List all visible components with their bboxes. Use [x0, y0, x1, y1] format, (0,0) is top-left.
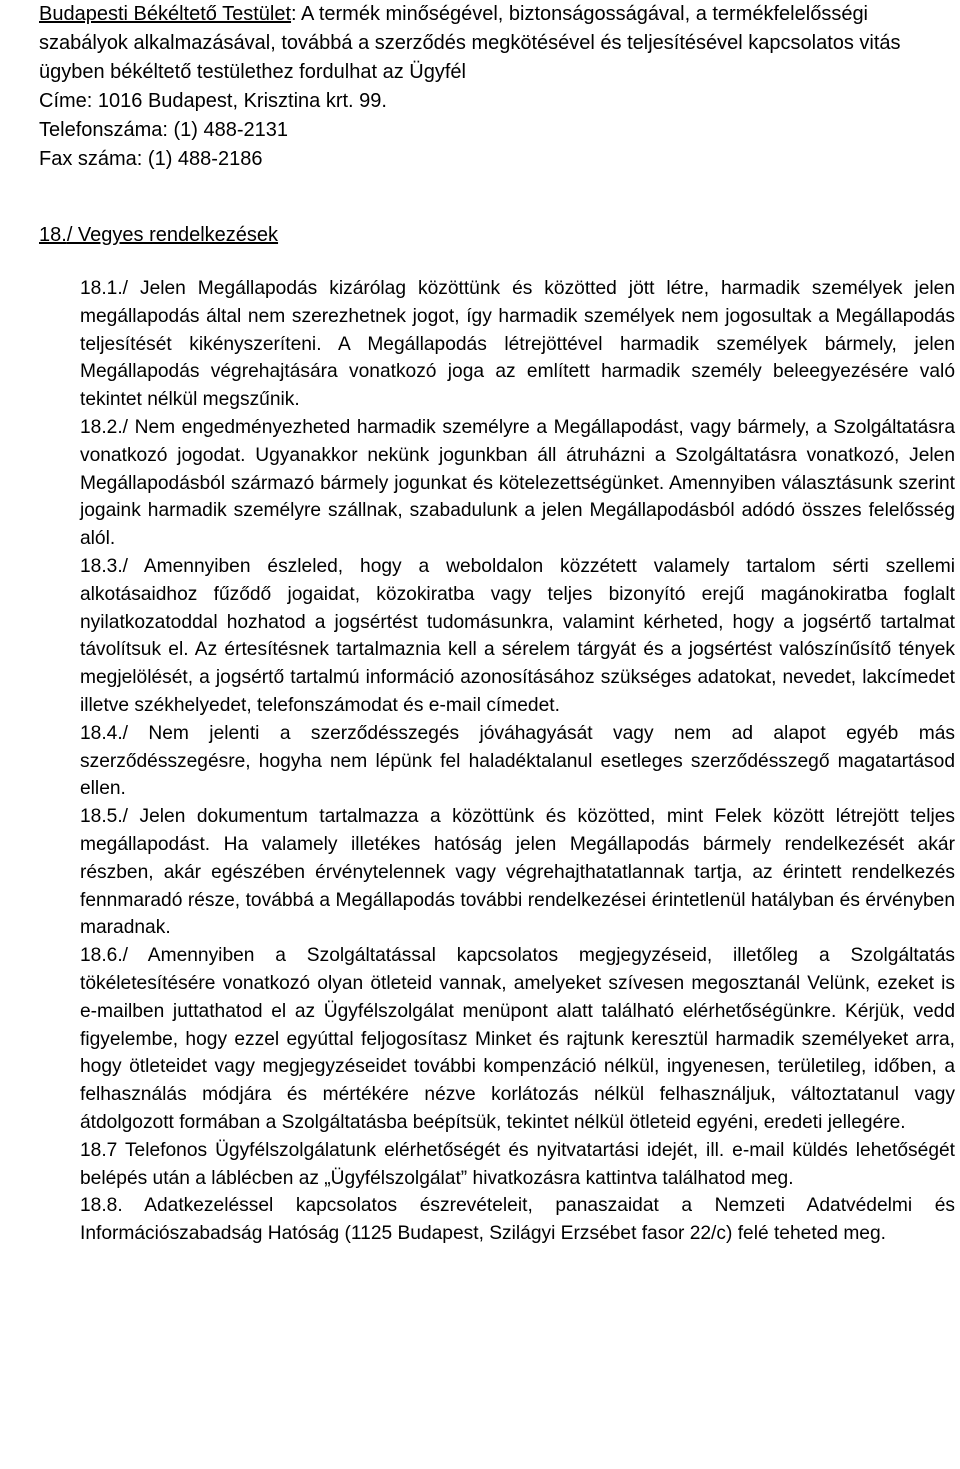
section-title: / Vegyes rendelkezések — [66, 224, 279, 246]
paragraph-18-8: 18.8. Adatkezeléssel kapcsolatos észrevételeit, panaszaidat a Nemzeti Adatvédelmi és Információszabadság Hatóság (1125 Budapest, Szilágyi Erzsébet fasor 22/c) felé teheted meg. — [80, 1195, 955, 1245]
address-line: Címe: 1016 Budapest, Krisztina krt. 99. — [39, 90, 387, 112]
intro-text: : A termék minőségével, biztonságosságával, a termékfelelősségi szabályok alkalmazásával, továbbá a szerződés megkötésével és teljesítésével kapcsolatos vitás ügyben békéltető testülethez fordulhat az Ügyfél — [39, 3, 901, 83]
paragraph-18-3: 18.3./ Amennyiben észleled, hogy a weboldalon közzétett valamely tartalom sérti szellemi alkotásaidhoz fűződő jogaidat, közokiratba vagy teljes bizonyító erejű magánokiratba foglalt nyilatkozatoddal hozhatod a jogsértést tudomásunkra, valamint kérheted, hogy a jogsértő tartalmat távolítsuk el. Az értesítésnek tartalmaznia kell a sérelem tárgyát és a jogsértést valószínűsítő tények megjelölését, a jogsértő tartalmú információ azonosításához szükséges adatokat, nevedet, lakcímedet illetve székhelyedet, telefonszámodat és e-mail címedet. — [80, 555, 955, 716]
intro-label: Budapesti Békéltető Testület — [39, 3, 292, 25]
section-heading — [39, 221, 278, 250]
paragraph-18-5: 18.5./ Jelen dokumentum tartalmazza a közöttünk és közötted, mint Felek között létrejött teljes megállapodást. Ha valamely illetékes hatóság jelen Megállapodás bármely rendelkezését akár részben, akár egészében érvénytelennek vagy végrehajthatatlannak tartja, az érintett rendelkezés fennmaradó része, továbbá a Megállapodás további rendelkezései érintetlenül hatályban és érvényben maradnak. — [80, 806, 955, 939]
fax-line: Fax száma: (1) 488-2186 — [39, 148, 263, 170]
paragraph-18-7: 18.7 Telefonos Ügyfélszolgálatunk elérhetőségét és nyitvatartási idejét, ill. e-mail küldés lehetőségét belépés után a láblécben az „Ügyfélszolgálat” hivatkozásra kattintva találhatod meg. — [80, 1139, 955, 1189]
paragraph-18-6: 18.6./ Amennyiben a Szolgáltatással kapcsolatos megjegyzéseid, illetőleg a Szolgáltatás tökéletesítésére vonatkozó olyan ötleteid vannak, amelyeket szívesen megosztanál Velünk, ezeket is e-mailben juttathatod el az Ügyfélszolgálat menüpont alatt található elérhetőségünkre. Kérjük, vedd figyelembe, hogy ezzel egyúttal feljogosítasz Minket és rajtunk keresztül harmadik személyeket arra, hogy ötleteidet vagy megjegyzéseidet további kompenzáció nélkül, ingyenesen, területileg, időben, a felhasználás módjára és mértékére nézve korlátozás nélkül felhasználjuk, változtatanul vagy átdolgozott formában a Szolgáltatásba beépítsük, tekintet nélkül ötleteid egyéni, eredeti jellegére. — [80, 945, 955, 1133]
intro-paragraph — [39, 0, 919, 87]
phone-line: Telefonszáma: (1) 488-2131 — [39, 119, 289, 141]
paragraph-18-1: 18.1./ Jelen Megállapodás kizárólag közöttünk és közötted jött létre, harmadik személyek jelen megállapodás által nem szerezhetnek jogot, így harmadik személyek nem jogosultak a Megállapodás teljesítését kikényszeríteni. A Megállapodás létrejöttével harmadik személyek bármely, jelen Megállapodás végrehajtására vonatkozó joga az említett harmadik személy beleegyezésére való tekintet nélkül megszűnik. — [80, 278, 955, 411]
section-number: 18. — [39, 224, 67, 246]
paragraph-18-4: 18.4./ Nem jelenti a szerződésszegés jóváhagyását vagy nem ad alapot egyéb más szerződésszegésre, hogyha nem lépünk fel haladéktalanul esetleges szerződésszegő magatartásod ellen. — [80, 722, 955, 800]
section-body — [80, 275, 955, 1248]
paragraph-18-2: 18.2./ Nem engedményezheted harmadik személyre a Megállapodást, vagy bármely, a Szolgáltatásra vonatkozó jogodat. Ugyanakkor nekünk jogunkban áll átruházni a Szolgáltatásra vonatkozó, Jelen Megállapodásból származó bármely jogunkat és kötelezettségünket. Amennyiben választásunk szerint jogaink harmadik személyre szállnak, szabadulunk a jelen Megállapodásból adódó összes felelősség alól. — [80, 416, 955, 550]
dispute-resolution-block — [39, 0, 919, 174]
